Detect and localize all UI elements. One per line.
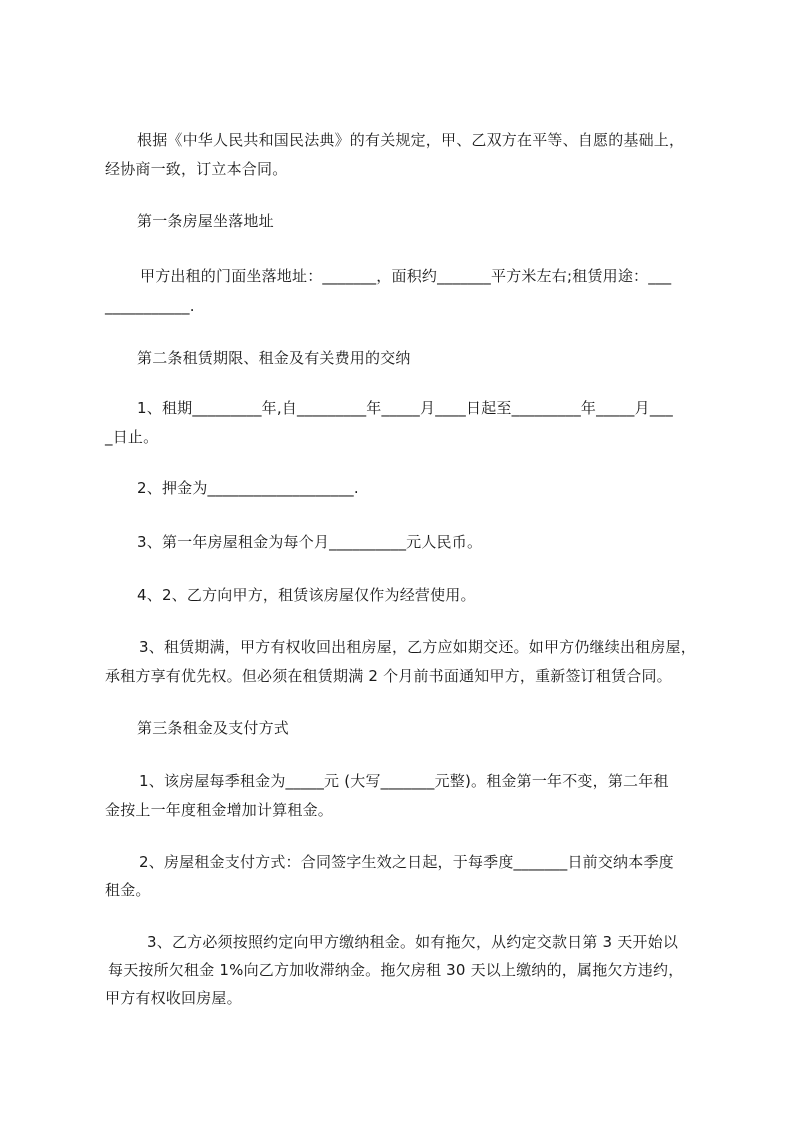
article-2-item-3: 3、第一年房屋租金为每个月__________元人民币。 [137, 533, 483, 551]
article-2-item-4: 4、2、乙方向甲方，租赁该房屋仅作为经营使用。 [137, 586, 476, 604]
article-2-item-5-line-2: 承租方享有优先权。但必须在租赁期满 2 个月前书面通知甲方，重新签订租赁合同。 [105, 667, 672, 685]
article-2-item-2: 2、押金为___________________. [137, 479, 359, 497]
article-3-item-3-line-1: 3、乙方必须按照约定向甲方缴纳租金。如有拖欠，从约定交款日第 3 天开始以 [147, 933, 679, 951]
article-2-item-1-line-2: _日止。 [105, 428, 159, 446]
article-3-title: 第三条租金及支付方式 [137, 719, 290, 737]
article-1-title: 第一条房屋坐落地址 [137, 212, 274, 230]
article-2-title: 第二条租赁期限、租金及有关费用的交纳 [137, 349, 411, 367]
article-3-item-1-line-1: 1、该房屋每季租金为_____元 (大写_______元整)。租金第一年不变，第二年租 [139, 772, 669, 790]
article-1-line-1: 甲方出租的门面坐落地址：_______，面积约_______平方米左右;租赁用途：___ [140, 267, 672, 285]
intro-line-1: 根据《中华人民共和国民法典》的有关规定，甲、乙双方在平等、自愿的基础上， [137, 131, 685, 149]
article-3-item-1-line-2: 金按上一年度租金增加计算租金。 [105, 801, 334, 819]
article-1-line-2: ___________. [105, 297, 195, 315]
article-3-item-2-line-2: 租金。 [105, 881, 151, 899]
article-3-item-3-line-3: 甲方有权收回房屋。 [105, 989, 242, 1007]
article-2-item-1-line-1: 1、租期_________年,自_________年_____月____日起至_________年_____月___ [137, 399, 673, 417]
article-3-item-2-line-1: 2、房屋租金支付方式：合同签字生效之日起，于每季度_______日前交纳本季度 [139, 853, 674, 871]
article-3-item-3-line-2: 每天按所欠租金 1%向乙方加收滞纳金。拖欠房租 30 天以上缴纳的，属拖欠方违约， [108, 961, 684, 979]
article-2-item-5-line-1: 3、租赁期满，甲方有权收回出租房屋，乙方应如期交还。如甲方仍继续出租房屋， [139, 638, 696, 656]
intro-line-2: 经协商一致，订立本合同。 [105, 160, 288, 178]
